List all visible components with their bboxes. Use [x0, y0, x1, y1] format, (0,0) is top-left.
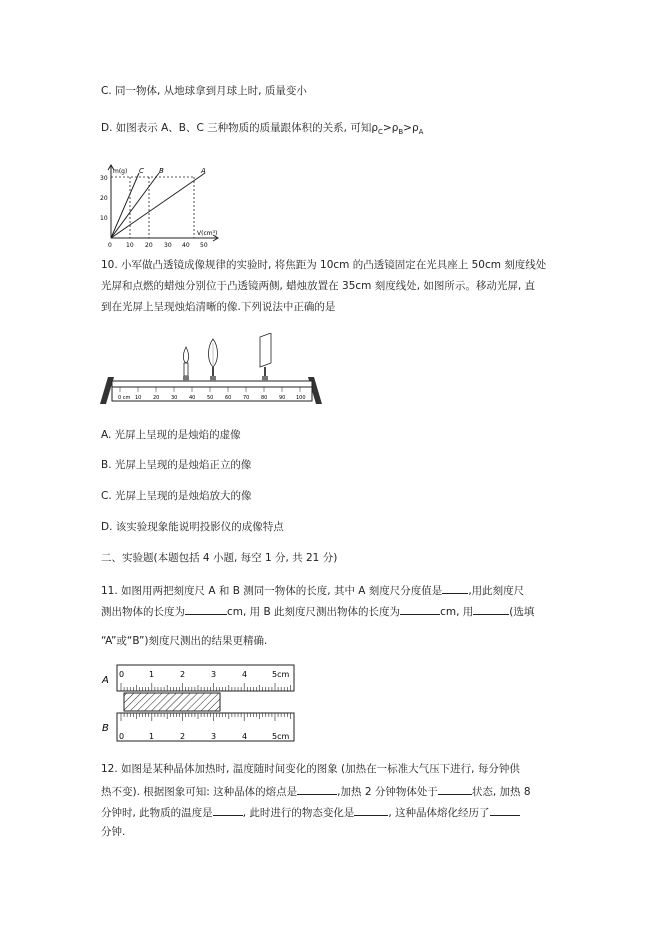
- q12-blank-2[interactable]: [438, 783, 472, 795]
- y-tick-10: 10: [100, 215, 108, 222]
- q12-text-2b: ,加热 2 分钟物体处于: [337, 786, 438, 798]
- q11-blank-4[interactable]: [473, 603, 509, 615]
- ruler-b-tick-1: 1: [149, 732, 155, 741]
- q10-option-c: C. 光屏上呈现的是烛焰放大的像: [101, 490, 252, 502]
- q12-text-3b: , 此时进行的物态变化是: [242, 807, 355, 819]
- q12-blank-5[interactable]: [490, 804, 520, 816]
- q12-text-3c: , 这种晶体熔化经历了: [388, 807, 490, 819]
- candle-icon: [183, 347, 189, 381]
- q12-text-2a: 热不变). 根据图象可知: 这种晶体的熔点是: [101, 786, 298, 798]
- q11-line3: “A”或“B”)刻度尺测出的结果更精确.: [101, 635, 268, 647]
- bench-tick-90: 90: [279, 395, 286, 401]
- measured-object: [124, 693, 220, 711]
- option-d-text: D. 如图表示 A、B、C 三种物质的质量跟体积的关系, 可知ρ: [101, 122, 378, 134]
- y-tick-30: 30: [100, 175, 108, 182]
- x-tick-20: 20: [145, 242, 153, 249]
- x-tick-30: 30: [164, 242, 172, 249]
- line-label-c: C: [139, 167, 144, 175]
- bench-tick-60: 60: [225, 395, 232, 401]
- rho-sub-b: B: [398, 128, 404, 137]
- x-tick-10: 10: [126, 242, 134, 249]
- convex-lens-icon: [209, 339, 218, 381]
- rulers-figure: [100, 663, 300, 745]
- q12-line1: 12. 如图是某种晶体加热时, 温度随时间变化的图象 (加热在一标准大气压下进行, 每分钟供: [101, 763, 520, 775]
- q10-line2: 光屏和点燃的蜡烛分别位于凸透镜两侧, 蜡烛放置在 35cm 刻度线处, 如图所示。移动光屏, 直: [101, 280, 536, 292]
- y-axis-label: m(g): [113, 168, 128, 175]
- q12-blank-4[interactable]: [354, 804, 388, 816]
- ruler-b-tick-2: 2: [180, 732, 186, 741]
- bench-tick-20: 20: [153, 395, 160, 401]
- q11-line1: [101, 582, 524, 598]
- bench-tick-70: 70: [243, 395, 250, 401]
- line-label-b: B: [159, 167, 164, 175]
- q11-blank-3[interactable]: [400, 603, 440, 615]
- ruler-b-tick-4: 4: [242, 732, 248, 741]
- bench-tick-40: 40: [189, 395, 196, 401]
- q11-text-2c: cm, 用: [440, 606, 474, 618]
- ruler-a-label: A: [102, 675, 109, 686]
- bench-tick-100: 100: [296, 395, 306, 401]
- rho-sub-a: A: [418, 128, 424, 137]
- q11-text-2b: cm, 用 B 此刻度尺测出物体的长度为: [227, 606, 401, 618]
- bench-unit-label: 0 cm: [118, 395, 131, 401]
- q10-option-b: B. 光屏上呈现的是烛焰正立的像: [101, 459, 252, 471]
- q12-line2: [101, 783, 531, 799]
- q11-text-1b: ,用此刻度尺: [468, 585, 525, 597]
- q11-text-2a: 测出物体的长度为: [101, 606, 185, 618]
- gt-2: >ρ: [403, 122, 419, 134]
- optical-bench-figure: [100, 333, 324, 405]
- ruler-a-tick-4: 4: [242, 670, 248, 679]
- x-tick-40: 40: [182, 242, 190, 249]
- ruler-a: [117, 665, 294, 691]
- q12-blank-1[interactable]: [297, 783, 337, 795]
- q10-line3: 到在光屏上呈现烛焰清晰的像.下列说法中正确的是: [101, 301, 336, 313]
- q12-blank-3[interactable]: [213, 804, 243, 816]
- bench-tick-30: 30: [171, 395, 178, 401]
- bench-tick-80: 80: [261, 395, 268, 401]
- ruler-b-tick-5: 5cm: [272, 732, 290, 741]
- ruler-b: [117, 713, 294, 741]
- y-tick-20: 20: [100, 195, 108, 202]
- q12-text-3a: 分钟时, 此物质的温度是: [101, 807, 213, 819]
- q10-option-d: D. 该实验现象能说明投影仪的成像特点: [101, 521, 284, 533]
- line-label-a: A: [201, 167, 206, 175]
- x-tick-0: 0: [108, 242, 112, 249]
- bench-tick-50: 50: [207, 395, 214, 401]
- option-c-prev: C. 同一物体, 从地球拿到月球上时, 质量变小: [101, 85, 307, 97]
- bench-tick-10: 10: [135, 395, 142, 401]
- ruler-a-tick-5: 5cm: [272, 670, 290, 679]
- ruler-a-tick-1: 1: [149, 670, 155, 679]
- q11-blank-2[interactable]: [185, 603, 227, 615]
- q12-line3: [101, 804, 520, 820]
- q11-line2: [101, 603, 534, 619]
- q12-text-2c: 状态, 加热 8: [471, 786, 531, 798]
- q10-line1: 10. 小军做凸透镜成像规律的实验时, 将焦距为 10cm 的凸透镜固定在光具座上 50cm 刻度线处: [101, 259, 547, 271]
- x-tick-50: 50: [200, 242, 208, 249]
- ruler-a-tick-2: 2: [180, 670, 186, 679]
- option-d-prev: [101, 121, 423, 139]
- q11-text-1a: 11. 如图用两把刻度尺 A 和 B 测同一物体的长度, 其中 A 刻度尺分度值是: [101, 585, 443, 597]
- q11-text-2d: (选填: [509, 606, 535, 618]
- light-screen-icon: [260, 333, 271, 381]
- gt-1: >ρ: [382, 122, 399, 134]
- rho-sub-c: C: [378, 128, 383, 137]
- ruler-b-label: B: [102, 723, 109, 734]
- q10-option-a: A. 光屏上呈现的是烛焰的虚像: [101, 429, 241, 441]
- ruler-a-tick-0: 0: [119, 670, 125, 679]
- q11-blank-1[interactable]: [442, 582, 468, 594]
- x-axis-label: V(cm³): [197, 230, 218, 237]
- ruler-a-tick-3: 3: [211, 670, 217, 679]
- ruler-b-tick-3: 3: [211, 732, 217, 741]
- ruler-b-tick-0: 0: [119, 732, 125, 741]
- q12-line4: 分钟.: [101, 826, 126, 838]
- mass-volume-graph: [97, 163, 227, 253]
- section2-title: 二、实验题(本题包括 4 小题, 每空 1 分, 共 21 分): [101, 552, 338, 564]
